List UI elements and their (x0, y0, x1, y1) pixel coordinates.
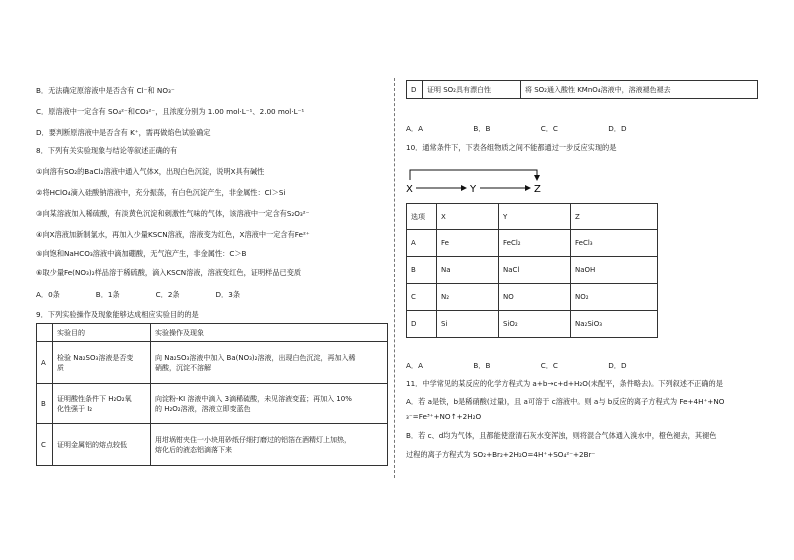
diagram-label-z: Z (534, 184, 541, 195)
q10-stem: 10．通常条件下，下表各组物质之间不能都通过一步反应实现的是 (406, 143, 617, 152)
op-line: 熔化后的液态铝滴落下来 (155, 445, 232, 454)
q8-item-3: ③向某溶液加入稀硫酸，有淡黄色沉淀和刺激性气味的气体，该溶液中一定含有S₂O₃²⁻ (36, 209, 310, 218)
table-row (37, 384, 388, 424)
op-line: 用坩埚钳夹住一小块用砂纸仔细打磨过的铝箔在酒精灯上加热， (155, 435, 351, 444)
q11-option-a: A．若 a是铁，b是稀硝酸(过量)，且 a可溶于 c溶液中。则 a与 b反应的离子方程式为 Fe+4H⁺+NO (406, 397, 725, 406)
cell: N₂ (437, 284, 499, 311)
table-row (407, 284, 658, 311)
cell: Na₂SiO₃ (571, 311, 658, 338)
goal-line: 证明金属铝的熔点较低 (57, 440, 127, 449)
cell: FeCl₂ (499, 230, 571, 257)
cell: B (407, 257, 437, 284)
goal-cell (53, 342, 151, 384)
q9-stem: 9．下列实验操作及现象能够达成相应实验目的的是 (36, 310, 199, 319)
arrow-x-to-z (410, 170, 537, 180)
cell: FeCl₃ (571, 230, 658, 257)
row-label: D (407, 81, 423, 99)
goal-line: 质 (57, 363, 64, 372)
q10-options: A．A B．B C．C D．D (406, 361, 627, 370)
cell: NO₂ (571, 284, 658, 311)
row-label: B (37, 384, 53, 424)
table-row (407, 81, 758, 99)
cell: NaCl (499, 257, 571, 284)
goal-cell (53, 424, 151, 466)
header-cell: 实验操作及现象 (151, 324, 388, 342)
cell: Fe (437, 230, 499, 257)
header-cell: 实验目的 (53, 324, 151, 342)
q8-item-6: ⑥取少量Fe(NO₃)₂样品溶于稀硫酸，滴入KSCN溶液，溶液变红色，证明样品已变质 (36, 268, 302, 277)
diagram-label-x: X (406, 184, 413, 195)
q10-table-header (407, 204, 658, 230)
q11-option-a-cont: ₃⁻=Fe³⁺+NO↑+2H₂O (406, 412, 482, 421)
q8-item-2: ②将HClO₄滴入硅酸钠溶液中，充分振荡，有白色沉淀产生，非金属性：Cl＞Si (36, 188, 286, 197)
q8-options: A．0条 B．1条 C．2条 D．3条 (36, 290, 241, 299)
cell: Si (437, 311, 499, 338)
goal-line: 证明酸性条件下 H₂O₂氧 (57, 394, 132, 403)
q7-option-c: C．原溶液中一定含有 SO₄²⁻和CO₃²⁻，且浓度分别为 1.00 mol·L⁻¹、2.00 mol·L⁻¹ (36, 107, 305, 116)
q10-table (406, 203, 658, 338)
cell: SiO₂ (499, 311, 571, 338)
cell: D (407, 311, 437, 338)
q11-stem: 11．中学常见的某反应的化学方程式为 a+b→c+d+H₂O(未配平，条件略去)。下列叙述不正确的是 (406, 379, 723, 388)
xyz-conversion-diagram (406, 160, 556, 196)
op-line: 的 H₂O₂溶液，溶液立即变蓝色 (155, 404, 251, 413)
q7-option-d: D．要判断原溶液中是否含有 K⁺，需再做焰色试验确定 (36, 128, 211, 137)
cell: C (407, 284, 437, 311)
header-cell: X (437, 204, 499, 230)
table-row (407, 311, 658, 338)
diagram-label-y: Y (470, 184, 477, 195)
table-row (37, 342, 388, 384)
row-label: C (37, 424, 53, 466)
op-line: 向淀粉-KI 溶液中滴入 3滴稀硫酸，未见溶液变蓝；再加入 10% (155, 394, 352, 403)
q8-item-5: ⑤向饱和NaHCO₃溶液中滴加硼酸，无气泡产生，非金属性：C＞B (36, 249, 247, 258)
cell: A (407, 230, 437, 257)
op-line: 向 Na₂SO₃溶液中加入 Ba(NO₃)₂溶液，出现白色沉淀，再加入稀 (155, 353, 356, 362)
goal-line: 化性强于 I₂ (57, 404, 93, 413)
q8-item-4: ④向X溶液加新制氯水，再加入少量KSCN溶液，溶液变为红色，X溶液中一定含有Fe²⁺ (36, 230, 310, 239)
table-row (407, 257, 658, 284)
op-cell: 将 SO₂通入酸性 KMnO₄溶液中，溶液褪色褪去 (521, 81, 758, 99)
q9-options: A．A B．B C．C D．D (406, 124, 627, 133)
q11-option-b: B．若 c、d均为气体，且都能使澄清石灰水变浑浊，则将混合气体通入溴水中，橙色褪去，其褪色 (406, 431, 717, 440)
q7-option-b: B．无法确定原溶液中是否含有 Cl⁻和 NO₃⁻ (36, 86, 175, 95)
q9-table-header (37, 324, 388, 342)
cell: NO (499, 284, 571, 311)
op-cell (151, 384, 388, 424)
goal-cell (53, 384, 151, 424)
q9-table (36, 323, 388, 466)
op-cell (151, 342, 388, 384)
q9-table-continued (406, 80, 758, 99)
table-row (407, 230, 658, 257)
header-cell: Y (499, 204, 571, 230)
header-cell (37, 324, 53, 342)
row-label: A (37, 342, 53, 384)
goal-cell: 证明 SO₂具有漂白性 (423, 81, 521, 99)
header-cell: 选项 (407, 204, 437, 230)
q11-option-b-cont: 过程的离子方程式为 SO₂+Br₂+2H₂O=4H⁺+SO₄²⁻+2Br⁻ (406, 450, 596, 459)
q8-item-1: ①向溶有SO₂的BaCl₂溶液中通入气体X，出现白色沉淀，说明X具有碱性 (36, 167, 265, 176)
table-row (37, 424, 388, 466)
goal-line: 检验 Na₂SO₃溶液是否变 (57, 353, 134, 362)
header-cell: Z (571, 204, 658, 230)
cell: Na (437, 257, 499, 284)
cell: NaOH (571, 257, 658, 284)
column-divider (394, 78, 395, 478)
q8-stem: 8．下列有关实验现象与结论等叙述正确的有 (36, 146, 178, 155)
op-cell (151, 424, 388, 466)
op-line: 硝酸，沉淀不溶解 (155, 363, 211, 372)
